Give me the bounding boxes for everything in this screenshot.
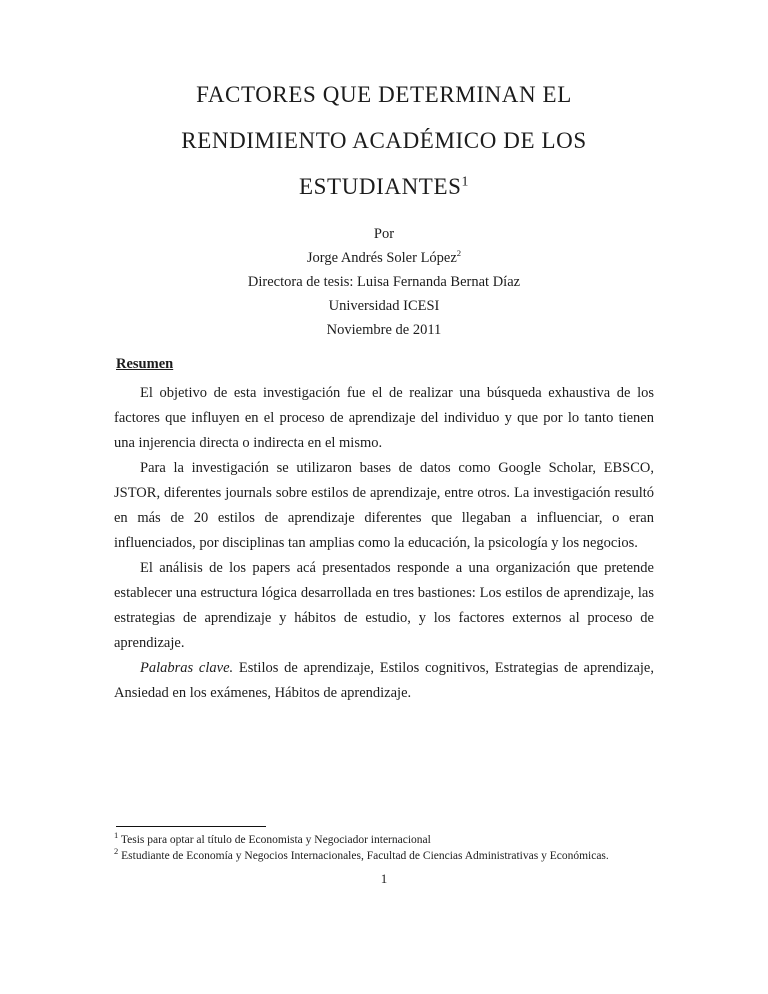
- keywords-label: Palabras clave.: [140, 660, 234, 676]
- footnote-1-text: Tesis para optar al título de Economista y Negociador internacional: [118, 834, 431, 846]
- byline-author: [114, 246, 654, 270]
- title-footnote-ref: 1: [461, 173, 469, 189]
- byline-university: Universidad ICESI: [328, 298, 440, 314]
- byline-por: Por: [373, 226, 395, 242]
- page-number: 1: [380, 871, 388, 886]
- paragraph-1: El objetivo de esta investigación fue el de realizar una búsqueda exhaustiva de los factores que influyen en el proceso de aprendizaje del individuo y que por lo tanto tienen una injerencia directa o indirecta en el mismo.: [114, 385, 654, 451]
- paragraph-3: El análisis de los papers acá presentados responde a una organización que pretende establecer una estructura lógica desarrollada en tres bastiones: Los estilos de aprendizaje, las estrategias de aprendizaje y hábitos de estudio, y los factores externos al proceso de aprendizaje.: [114, 560, 654, 651]
- author-footnote-ref: 2: [456, 248, 462, 259]
- footnote-2-marker: 2: [114, 845, 119, 856]
- byline-block: [114, 222, 654, 342]
- footer-area: [114, 826, 654, 887]
- title-line-3: [114, 164, 654, 210]
- keywords-paragraph: [114, 656, 654, 706]
- footnote-separator: [116, 826, 266, 827]
- title-line-1: FACTORES QUE DETERMINAN EL: [196, 82, 572, 107]
- keywords-text: Estilos de aprendizaje, Estilos cognitivos, Estrategias de aprendizaje, Ansiedad en los exámenes, Hábitos de aprendizaje.: [114, 660, 654, 701]
- footnote-1-marker: 1: [114, 830, 119, 841]
- paragraph-2: Para la investigación se utilizaron bases de datos como Google Scholar, EBSCO, JSTOR, diferentes journals sobre estilos de aprendizaje, entre otros. La investigación resultó en más de 20 estilos de aprendizaje diferentes que llegaban a influenciar, o eran influenciados, por disciplinas tan amplias como la educación, la psicología y los negocios.: [114, 460, 654, 551]
- title-line-2: RENDIMIENTO ACADÉMICO DE LOS: [181, 128, 587, 153]
- document-title: [114, 72, 654, 210]
- author-name: Jorge Andrés Soler López: [306, 250, 457, 266]
- footnote-1: [114, 830, 654, 849]
- footnote-2: [114, 845, 654, 865]
- byline-date: Noviembre de 2011: [326, 322, 442, 338]
- resumen-heading: Resumen: [116, 356, 174, 372]
- footnote-2-text: Estudiante de Economía y Negocios Internacionales, Facultad de Ciencias Administrativas y Económicas.: [118, 849, 609, 862]
- byline-advisor: Directora de tesis: Luisa Fernanda Bernat Díaz: [247, 274, 521, 290]
- title-line-3-text: ESTUDIANTES: [299, 174, 462, 199]
